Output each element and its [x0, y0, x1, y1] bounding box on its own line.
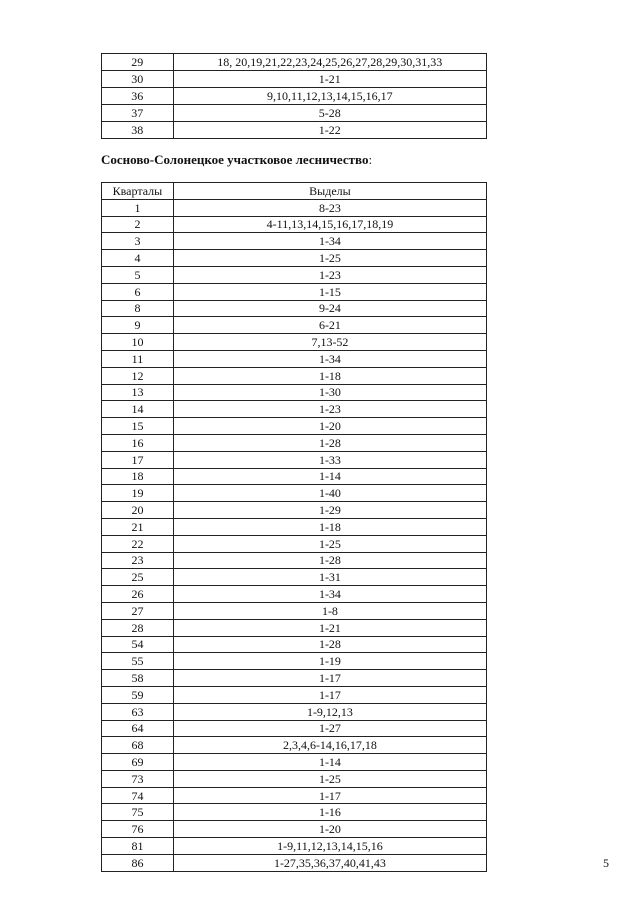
quarter-cell: 73 — [102, 770, 174, 787]
table-row — [102, 770, 487, 787]
allotments-cell: 1-20 — [173, 821, 486, 838]
quarter-cell: 58 — [102, 670, 174, 687]
quarter-cell: 5 — [102, 266, 174, 283]
compartments-table-header — [102, 183, 487, 200]
quarter-cell: 76 — [102, 821, 174, 838]
allotments-cell: 8-23 — [173, 199, 486, 216]
allotments-cell: 1-23 — [173, 266, 486, 283]
table-row — [102, 804, 487, 821]
header-row — [102, 183, 487, 200]
allotments-cell: 1-17 — [173, 787, 486, 804]
section-title — [101, 152, 372, 168]
allotments-cell: 1-23 — [173, 401, 486, 418]
quarter-cell: 36 — [102, 88, 174, 105]
table-row — [102, 586, 487, 603]
quarter-cell: 55 — [102, 653, 174, 670]
table-row — [102, 602, 487, 619]
quarter-cell: 22 — [102, 535, 174, 552]
table-row — [102, 300, 487, 317]
table-row — [102, 854, 487, 871]
allotments-cell: 1-21 — [173, 71, 486, 88]
quarter-cell: 8 — [102, 300, 174, 317]
table-row — [102, 569, 487, 586]
allotments-cell: 1-31 — [173, 569, 486, 586]
allotments-cell: 9,10,11,12,13,14,15,16,17 — [173, 88, 486, 105]
allotments-cell: 1-27,35,36,37,40,41,43 — [173, 854, 486, 871]
quarter-cell: 17 — [102, 451, 174, 468]
allotments-cell: 1-8 — [173, 602, 486, 619]
allotments-cell: 1-9,12,13 — [173, 703, 486, 720]
quarter-cell: 10 — [102, 334, 174, 351]
allotments-cell: 1-14 — [173, 468, 486, 485]
allotments-cell: 5-28 — [173, 105, 486, 122]
table-row — [102, 670, 487, 687]
table-row — [102, 754, 487, 771]
allotments-cell: 9-24 — [173, 300, 486, 317]
quarter-cell: 69 — [102, 754, 174, 771]
allotments-cell: 1-34 — [173, 586, 486, 603]
table-row — [102, 636, 487, 653]
quarter-cell: 27 — [102, 602, 174, 619]
allotments-cell: 1-17 — [173, 670, 486, 687]
quarter-cell: 13 — [102, 384, 174, 401]
allotments-cell: 1-25 — [173, 250, 486, 267]
quarter-cell: 14 — [102, 401, 174, 418]
quarter-cell: 74 — [102, 787, 174, 804]
table-row — [102, 266, 487, 283]
quarter-cell: 86 — [102, 854, 174, 871]
table-row — [102, 88, 487, 105]
quarter-cell: 3 — [102, 233, 174, 250]
allotments-cell: 1-27 — [173, 720, 486, 737]
quarter-cell: 37 — [102, 105, 174, 122]
table-row — [102, 619, 487, 636]
allotments-cell: 1-25 — [173, 535, 486, 552]
allotments-cell: 6-21 — [173, 317, 486, 334]
table-row — [102, 350, 487, 367]
allotments-cell: 1-30 — [173, 384, 486, 401]
quarter-cell: 12 — [102, 367, 174, 384]
quarter-cell: 29 — [102, 54, 174, 71]
allotments-cell: 1-9,11,12,13,14,15,16 — [173, 838, 486, 855]
table-row — [102, 367, 487, 384]
quarter-cell: 20 — [102, 502, 174, 519]
quarter-cell: 63 — [102, 703, 174, 720]
allotments-cell: 1-29 — [173, 502, 486, 519]
quarter-cell: 25 — [102, 569, 174, 586]
allotments-cell: 1-22 — [173, 122, 486, 139]
table-row — [102, 384, 487, 401]
table-row — [102, 518, 487, 535]
table-row — [102, 216, 487, 233]
header-kvartaly: Кварталы — [102, 183, 174, 200]
quarter-cell: 38 — [102, 122, 174, 139]
table-row — [102, 418, 487, 435]
allotments-cell: 1-18 — [173, 367, 486, 384]
allotments-cell: 1-14 — [173, 754, 486, 771]
quarter-cell: 16 — [102, 434, 174, 451]
allotments-cell: 1-19 — [173, 653, 486, 670]
allotments-cell: 2,3,4,6-14,16,17,18 — [173, 737, 486, 754]
quarter-cell: 18 — [102, 468, 174, 485]
table-row — [102, 317, 487, 334]
quarter-cell: 2 — [102, 216, 174, 233]
table-row — [102, 838, 487, 855]
allotments-cell: 1-28 — [173, 552, 486, 569]
allotments-cell: 18, 20,19,21,22,23,24,25,26,27,28,29,30,31,33 — [173, 54, 486, 71]
quarter-cell: 59 — [102, 686, 174, 703]
quarter-cell: 6 — [102, 283, 174, 300]
section-title-text: Сосново-Солонецкое участковое лесничество — [101, 152, 369, 167]
quarter-cell: 81 — [102, 838, 174, 855]
quarter-cell: 21 — [102, 518, 174, 535]
table-row — [102, 552, 487, 569]
quarter-cell: 9 — [102, 317, 174, 334]
allotments-cell: 1-25 — [173, 770, 486, 787]
table-row — [102, 535, 487, 552]
table-row — [102, 686, 487, 703]
table-row — [102, 703, 487, 720]
allotments-cell: 1-15 — [173, 283, 486, 300]
allotments-cell: 1-28 — [173, 434, 486, 451]
table-row — [102, 401, 487, 418]
continued-table — [101, 53, 487, 139]
quarter-cell: 30 — [102, 71, 174, 88]
quarter-cell: 4 — [102, 250, 174, 267]
allotments-cell: 1-21 — [173, 619, 486, 636]
table-row — [102, 233, 487, 250]
allotments-cell: 1-33 — [173, 451, 486, 468]
quarter-cell: 54 — [102, 636, 174, 653]
table-row — [102, 720, 487, 737]
allotments-cell: 1-34 — [173, 233, 486, 250]
allotments-cell: 1-16 — [173, 804, 486, 821]
allotments-cell: 1-28 — [173, 636, 486, 653]
table-row — [102, 71, 487, 88]
allotments-cell: 1-34 — [173, 350, 486, 367]
allotments-cell: 1-40 — [173, 485, 486, 502]
quarter-cell: 75 — [102, 804, 174, 821]
table-row — [102, 468, 487, 485]
table-row — [102, 199, 487, 216]
allotments-cell: 7,13-52 — [173, 334, 486, 351]
header-vydely: Выделы — [173, 183, 486, 200]
table-row — [102, 250, 487, 267]
table-row — [102, 122, 487, 139]
allotments-cell: 4-11,13,14,15,16,17,18,19 — [173, 216, 486, 233]
table-row — [102, 451, 487, 468]
table-row — [102, 334, 487, 351]
table-row — [102, 105, 487, 122]
quarter-cell: 23 — [102, 552, 174, 569]
compartments-table-body — [102, 199, 487, 871]
quarter-cell: 15 — [102, 418, 174, 435]
quarter-cell: 28 — [102, 619, 174, 636]
allotments-cell: 1-17 — [173, 686, 486, 703]
allotments-cell: 1-18 — [173, 518, 486, 535]
quarter-cell: 1 — [102, 199, 174, 216]
table-row — [102, 283, 487, 300]
table-row — [102, 485, 487, 502]
table-row — [102, 54, 487, 71]
section-title-colon: : — [368, 152, 373, 167]
quarter-cell: 26 — [102, 586, 174, 603]
quarter-cell: 64 — [102, 720, 174, 737]
table-row — [102, 434, 487, 451]
table-row — [102, 787, 487, 804]
allotments-cell: 1-20 — [173, 418, 486, 435]
page-number: 5 — [603, 856, 609, 870]
quarter-cell: 11 — [102, 350, 174, 367]
table-row — [102, 502, 487, 519]
compartments-table — [101, 182, 487, 872]
table-row — [102, 821, 487, 838]
table-row — [102, 653, 487, 670]
quarter-cell: 19 — [102, 485, 174, 502]
continued-table-body — [102, 54, 487, 139]
quarter-cell: 68 — [102, 737, 174, 754]
table-row — [102, 737, 487, 754]
